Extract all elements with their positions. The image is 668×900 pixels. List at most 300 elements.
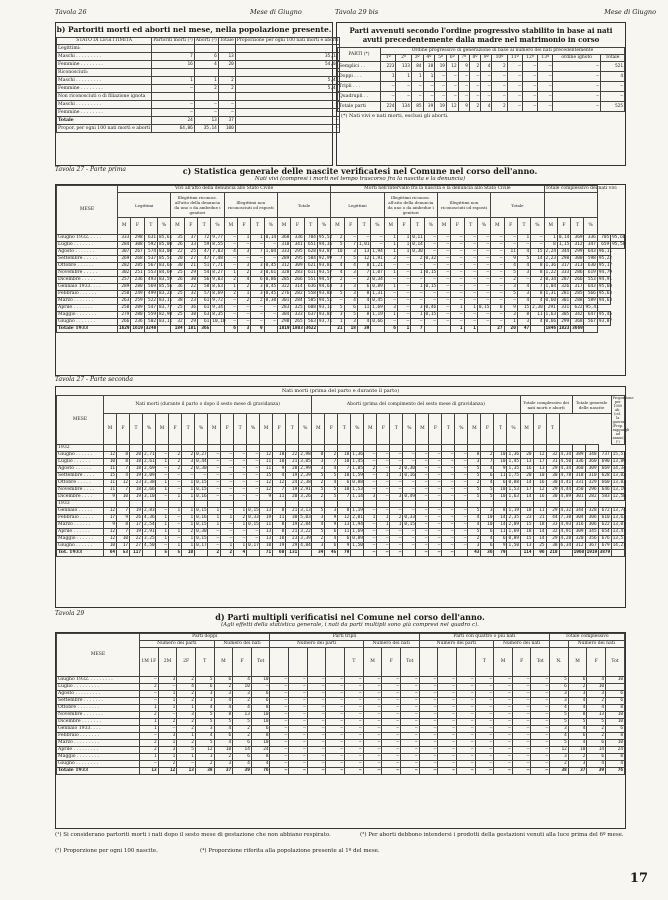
table-cell: 2 (177, 677, 196, 684)
table-cell: — (531, 712, 550, 719)
table-cell: 26 (171, 277, 184, 284)
table-cell: 12 (338, 515, 351, 522)
table-cell: 314 (291, 284, 304, 291)
table-cell: 12 (104, 529, 117, 536)
table-cell: 95,52 (318, 235, 333, 240)
column-header: F (512, 648, 531, 677)
table-cell: — (438, 740, 457, 747)
table-cell: 38 (550, 768, 569, 775)
table-cell: 36 (481, 550, 494, 557)
table-cell: — (326, 691, 345, 698)
table-header-row (57, 396, 625, 414)
table-cell: 1 (156, 515, 169, 522)
table-cell: — (451, 235, 464, 242)
table-cell: 9 (458, 102, 469, 112)
table-cell: 10 (273, 536, 286, 543)
row-label: Femmine . . . . . . . . (57, 61, 152, 69)
table-row (57, 125, 340, 133)
row-label: Femmine . . . . . . . . (57, 109, 152, 117)
table-cell: — (247, 494, 260, 501)
table-cell: 2 (587, 698, 606, 705)
table-cell: 3 (195, 698, 214, 705)
table-cell (351, 501, 364, 508)
table-cell (104, 445, 117, 452)
table-cell: 6 (550, 684, 569, 691)
table-cell (424, 326, 437, 333)
table-cell: — (464, 277, 477, 284)
table-cell: — (419, 684, 438, 691)
table-cell: — (251, 684, 270, 691)
table-cell: — (182, 473, 195, 480)
table-cell: — (455, 473, 468, 480)
table-cell: — (411, 82, 423, 92)
table-cell: 79 (338, 550, 351, 557)
table-cell: 13 (177, 768, 196, 775)
table-cell (299, 445, 312, 452)
table-cell: 4 (195, 733, 214, 740)
table-cell: — (307, 684, 326, 691)
table-cell: 3 (195, 754, 214, 761)
page-header (55, 8, 656, 20)
table-cell: 7 (338, 466, 351, 473)
table-cell: — (234, 529, 247, 536)
table-cell: 20 (286, 466, 299, 473)
table-cell: 1 (177, 733, 196, 740)
table-cell: — (235, 125, 339, 133)
table-cell: 1,75 (508, 473, 520, 478)
table-cell: — (247, 529, 260, 536)
table-cell: — (403, 452, 416, 459)
table-cell: — (600, 82, 624, 92)
table-cell: 0,14 (412, 242, 423, 247)
table-cell: — (442, 529, 455, 536)
row-label: Marzo . . . . . . . (57, 298, 118, 305)
table-cell: 1 (140, 719, 159, 726)
table-cell: 5 (550, 719, 569, 726)
table-cell: 17 (104, 515, 117, 522)
table-cell: 10 (117, 536, 130, 543)
table-cell: 537 (144, 256, 157, 263)
table-cell: 1919 (586, 550, 598, 555)
table-cell: — (396, 82, 411, 92)
table-cell: 10 (533, 473, 546, 480)
table-row (57, 487, 625, 494)
table-cell: — (475, 691, 494, 698)
table-cell: — (477, 291, 490, 298)
table-cell: 0,66 (372, 319, 383, 324)
table-cell: 1,69 (508, 529, 520, 534)
table-row (57, 726, 625, 733)
column-header: F (184, 218, 197, 235)
table-cell: 3 (390, 494, 403, 501)
table-cell: 51 (197, 263, 210, 270)
table-cell: — (531, 754, 550, 761)
table-cell: 329 (585, 480, 598, 487)
table-cell: — (382, 726, 401, 733)
table-cell: 5 (468, 473, 481, 480)
table-cell: 39 (423, 102, 435, 112)
table-cell: 679 (598, 543, 611, 550)
table-row (57, 77, 340, 85)
table-cell: — (221, 487, 234, 494)
section-b (55, 22, 339, 166)
table-row (338, 72, 625, 82)
table-cell: 0,15 (196, 536, 207, 541)
table-cell: — (419, 768, 438, 775)
table-cell (247, 550, 260, 557)
table-cell: 1 (331, 319, 344, 326)
table-cell: — (492, 82, 507, 92)
table-cell: 598 (584, 256, 597, 263)
table-cell: 19 (286, 522, 299, 529)
table-cell: 301 (557, 298, 570, 305)
table-cell: — (247, 452, 260, 459)
table-cell: 25 (171, 305, 184, 312)
table-cell: 95,50 (612, 242, 626, 247)
table-cell: 2 (390, 515, 403, 522)
table-cell: 1 (234, 543, 247, 550)
table-cell: 26 (130, 515, 143, 522)
table-cell: — (435, 82, 447, 92)
column-header: Parti con quattro o più nati (419, 634, 549, 641)
table-cell: 17 (117, 543, 130, 550)
table-cell: 8 (251, 733, 270, 740)
table-cell: 266 (291, 277, 304, 284)
table-cell: 2,98 (300, 452, 311, 457)
table-cell: 10 (606, 712, 625, 719)
table-cell: — (491, 291, 504, 298)
table-cell: 4 (331, 270, 344, 277)
table-cell: 1 (237, 235, 250, 242)
table-cell: 2 (237, 270, 250, 277)
table-cell: — (424, 319, 437, 326)
table-cell: — (156, 508, 169, 515)
table-cell (520, 501, 533, 508)
table-cell: 0,33 (248, 515, 259, 520)
table-cell: — (455, 536, 468, 543)
table-cell: — (419, 698, 438, 705)
table-cell: — (429, 494, 442, 501)
column-header: F (291, 218, 304, 235)
column-header: F (533, 414, 546, 445)
table-cell (117, 501, 130, 508)
table-row (57, 473, 625, 480)
table-cell: 6 (491, 305, 504, 312)
table-row (57, 256, 625, 263)
table-cell: 1 (140, 705, 159, 712)
section-c2-table (56, 395, 634, 557)
table-cell: 4,50 (144, 543, 155, 548)
column-header: Aborti (prima del compimento del sesto mese di gravidanza) (312, 396, 520, 414)
table-cell: 4 (517, 263, 530, 270)
table-cell: — (446, 92, 458, 102)
table-cell: 3 (364, 494, 377, 501)
row-label: Marzo . . . . . . (57, 522, 104, 529)
table-cell: 1 (397, 326, 410, 333)
table-cell: 8 (273, 529, 286, 536)
column-header: M (384, 218, 397, 235)
table-cell: — (169, 536, 182, 543)
table-cell: 1,94 (352, 522, 363, 527)
table-row (57, 452, 625, 459)
column-header: 11º (507, 55, 522, 62)
column-header: F (233, 648, 252, 677)
table-cell: — (451, 284, 464, 291)
table-cell: 36 (171, 284, 184, 291)
row-label: Propor. per ogni 100 nati morti e aborti (58, 125, 151, 131)
table-cell: — (419, 677, 438, 684)
table-cell: 10 (251, 677, 270, 684)
table-cell: 6 (338, 536, 351, 543)
table-cell: 250 (118, 291, 131, 298)
table-cell: — (455, 487, 468, 494)
table-cell: — (455, 515, 468, 522)
table-cell: 9,77 (212, 235, 223, 240)
table-cell: 8 (273, 522, 286, 529)
table-cell: — (384, 291, 397, 298)
column-header: F (169, 414, 182, 445)
column-header: Numero dei parti (419, 641, 494, 648)
table-cell: 1 (158, 754, 177, 761)
table-cell: — (442, 515, 455, 522)
table-cell: — (307, 698, 326, 705)
table-cell: — (396, 92, 411, 102)
table-cell: 1 (182, 536, 195, 543)
table-cell: — (429, 473, 442, 480)
table-cell: — (423, 92, 435, 102)
table-cell: — (451, 291, 464, 298)
table-cell: 22 (286, 452, 299, 459)
table-cell (559, 445, 572, 452)
table-cell: — (326, 712, 345, 719)
table-cell: 4,91 (560, 529, 572, 534)
table-cell: — (475, 677, 494, 684)
table-cell: 2 (224, 291, 237, 298)
table-cell: 23 (520, 515, 533, 522)
table-cell: — (435, 92, 447, 102)
table-cell: — (377, 550, 390, 557)
table-cell: 7 (325, 459, 338, 466)
table-cell: — (491, 284, 504, 291)
table-cell: 14 (233, 747, 252, 754)
table-cell: — (400, 677, 419, 684)
table-cell: 2,35 (508, 515, 520, 520)
table-cell: — (437, 235, 450, 242)
table-cell (507, 445, 520, 452)
table-cell: 1846 (545, 326, 557, 331)
table-cell (572, 445, 585, 452)
table-cell: 236 (131, 277, 144, 284)
table-cell: 2 (233, 726, 252, 733)
table-cell: 258 (118, 305, 131, 312)
table-cell: — (384, 319, 397, 326)
table-cell: — (345, 719, 364, 726)
row-label: Luglio . . . . . . . . . (57, 684, 140, 691)
table-cell: 348 (585, 452, 598, 459)
table-cell: — (494, 761, 513, 768)
table-cell: 1 (169, 494, 182, 501)
table-cell: 325 (291, 305, 304, 312)
column-header: Proporzione per 1000 ab. (ccl. la guerra) (Prop. ragguagli ad annuo) (¹) (612, 396, 634, 444)
table-cell: 4,28 (560, 536, 572, 541)
table-cell: 3 (237, 249, 250, 256)
column-header: T (197, 218, 210, 235)
table-cell: — (152, 85, 195, 93)
table-cell: — (456, 761, 475, 768)
table-cell: 1 (158, 705, 177, 712)
table-cell: 58 (197, 284, 210, 291)
table-cell (218, 69, 235, 77)
table-cell: 2 (177, 698, 196, 705)
table-cell: — (270, 733, 289, 740)
table-cell: 3 (237, 326, 250, 333)
table-cell: — (504, 235, 517, 242)
table-cell: — (416, 452, 429, 459)
table-cell: 96,11 (598, 249, 613, 254)
table-cell: — (224, 263, 237, 270)
table-cell: 38 (195, 768, 214, 775)
table-cell: 10 (251, 719, 270, 726)
table-cell: 360 (585, 459, 598, 466)
table-cell (442, 501, 455, 508)
table-cell: 0,49 (404, 494, 415, 499)
table-cell: — (397, 319, 410, 326)
table-cell: 23 (286, 536, 299, 543)
table-row (57, 754, 625, 761)
table-cell: 4 (233, 677, 252, 684)
table-cell: — (363, 747, 382, 754)
table-cell: 21 (286, 508, 299, 515)
table-cell: — (208, 494, 221, 501)
table-cell: 5 (156, 550, 169, 557)
table-cell: — (397, 263, 410, 270)
table-cell: 4 (214, 740, 233, 747)
table-cell: — (307, 768, 326, 775)
table-cell: — (384, 263, 397, 270)
table-cell: — (477, 277, 490, 284)
table-cell: 64,86 (152, 125, 195, 133)
table-cell: 9 (325, 515, 338, 522)
table-cell: 1 (182, 508, 195, 515)
table-cell: 35 (171, 235, 184, 242)
table-cell: 9 (458, 62, 469, 72)
table-cell: 0,34 (372, 277, 383, 282)
table-cell: 265 (291, 319, 304, 326)
table-cell: 83,59 (158, 277, 173, 282)
table-cell: — (475, 726, 494, 733)
table-cell: 2 (221, 550, 234, 557)
table-cell: — (247, 473, 260, 480)
table-cell: — (270, 740, 289, 747)
table-cell: 84 (411, 62, 423, 72)
table-cell: — (438, 698, 457, 705)
table-cell: 4 (481, 480, 494, 487)
table-cell: 1,35 (508, 466, 520, 471)
table-cell: — (419, 719, 438, 726)
table-cell: 32 (546, 452, 559, 459)
table-cell: 11 (273, 494, 286, 501)
row-label: Febbraio . . . . . . . (57, 733, 140, 740)
table-cell: 47 (517, 326, 530, 333)
table-cell: 32 (546, 529, 559, 536)
table-cell: 320 (572, 536, 585, 543)
row-label: Aprile . . . . . . . (57, 305, 118, 312)
table-cell: — (403, 459, 416, 466)
table-cell: 7 (411, 326, 424, 333)
table-cell: — (438, 719, 457, 726)
table-cell: 5 (195, 712, 214, 719)
table-cell: — (400, 768, 419, 775)
table-cell: — (494, 719, 513, 726)
table-cell: — (424, 263, 437, 270)
table-cell: 3,13 (300, 508, 311, 513)
table-cell: — (442, 543, 455, 550)
table-cell: 267 (131, 249, 144, 256)
table-cell: 301 (572, 494, 585, 501)
table-cell: 4 (531, 319, 544, 326)
table-cell: 76 (606, 768, 625, 775)
table-cell: — (512, 719, 531, 726)
table-cell: — (438, 761, 457, 768)
table-cell: — (140, 691, 159, 698)
table-cell: — (235, 117, 339, 125)
column-header: Nati morti (durante il parto o dopo il sesto mese di gravidanza) (104, 396, 312, 414)
table-cell: — (423, 82, 435, 92)
table-cell: 1,36 (352, 452, 363, 457)
column-header: T (442, 414, 455, 445)
table-cell: — (152, 101, 195, 109)
table-cell: 36 (184, 305, 197, 312)
table-cell: 2,71 (144, 452, 155, 457)
table-cell: 4 (568, 705, 587, 712)
table-cell: 1,15 (558, 242, 570, 247)
table-cell: — (438, 712, 457, 719)
table-cell: — (234, 480, 247, 487)
table-cell: 4,36 (144, 515, 155, 520)
table-cell: 6 (568, 733, 587, 740)
table-cell: 5 (169, 550, 182, 557)
table-cell (130, 445, 143, 452)
table-cell: 19 (130, 494, 143, 501)
row-label: Totale parti (338, 102, 381, 112)
table-header-row (57, 38, 340, 45)
table-cell: 2 (492, 62, 507, 72)
column-header: T (345, 648, 364, 677)
table-cell: 307 (118, 249, 131, 256)
table-row (338, 92, 625, 102)
table-cell (312, 501, 325, 508)
table-cell (260, 501, 273, 508)
table-cell: — (481, 92, 492, 102)
table-cell (403, 445, 416, 452)
column-header: Numero dei nati (363, 641, 419, 648)
table-cell: 1619 (132, 326, 143, 331)
table-cell: — (475, 719, 494, 726)
table-cell: — (363, 754, 382, 761)
row-label: Ottobre . . . . . (57, 480, 104, 487)
table-cell: 1 (156, 487, 169, 494)
table-cell: 3,39 (300, 536, 311, 541)
table-cell: 3 (312, 543, 325, 550)
table-cell: — (477, 270, 490, 277)
table-cell: 1 (411, 284, 424, 291)
table-cell: 1 (158, 740, 177, 747)
table-cell (572, 501, 585, 508)
table-cell: — (397, 277, 410, 284)
table-cell: 2 (504, 277, 517, 284)
table-cell: — (270, 677, 289, 684)
table-row (57, 522, 625, 529)
